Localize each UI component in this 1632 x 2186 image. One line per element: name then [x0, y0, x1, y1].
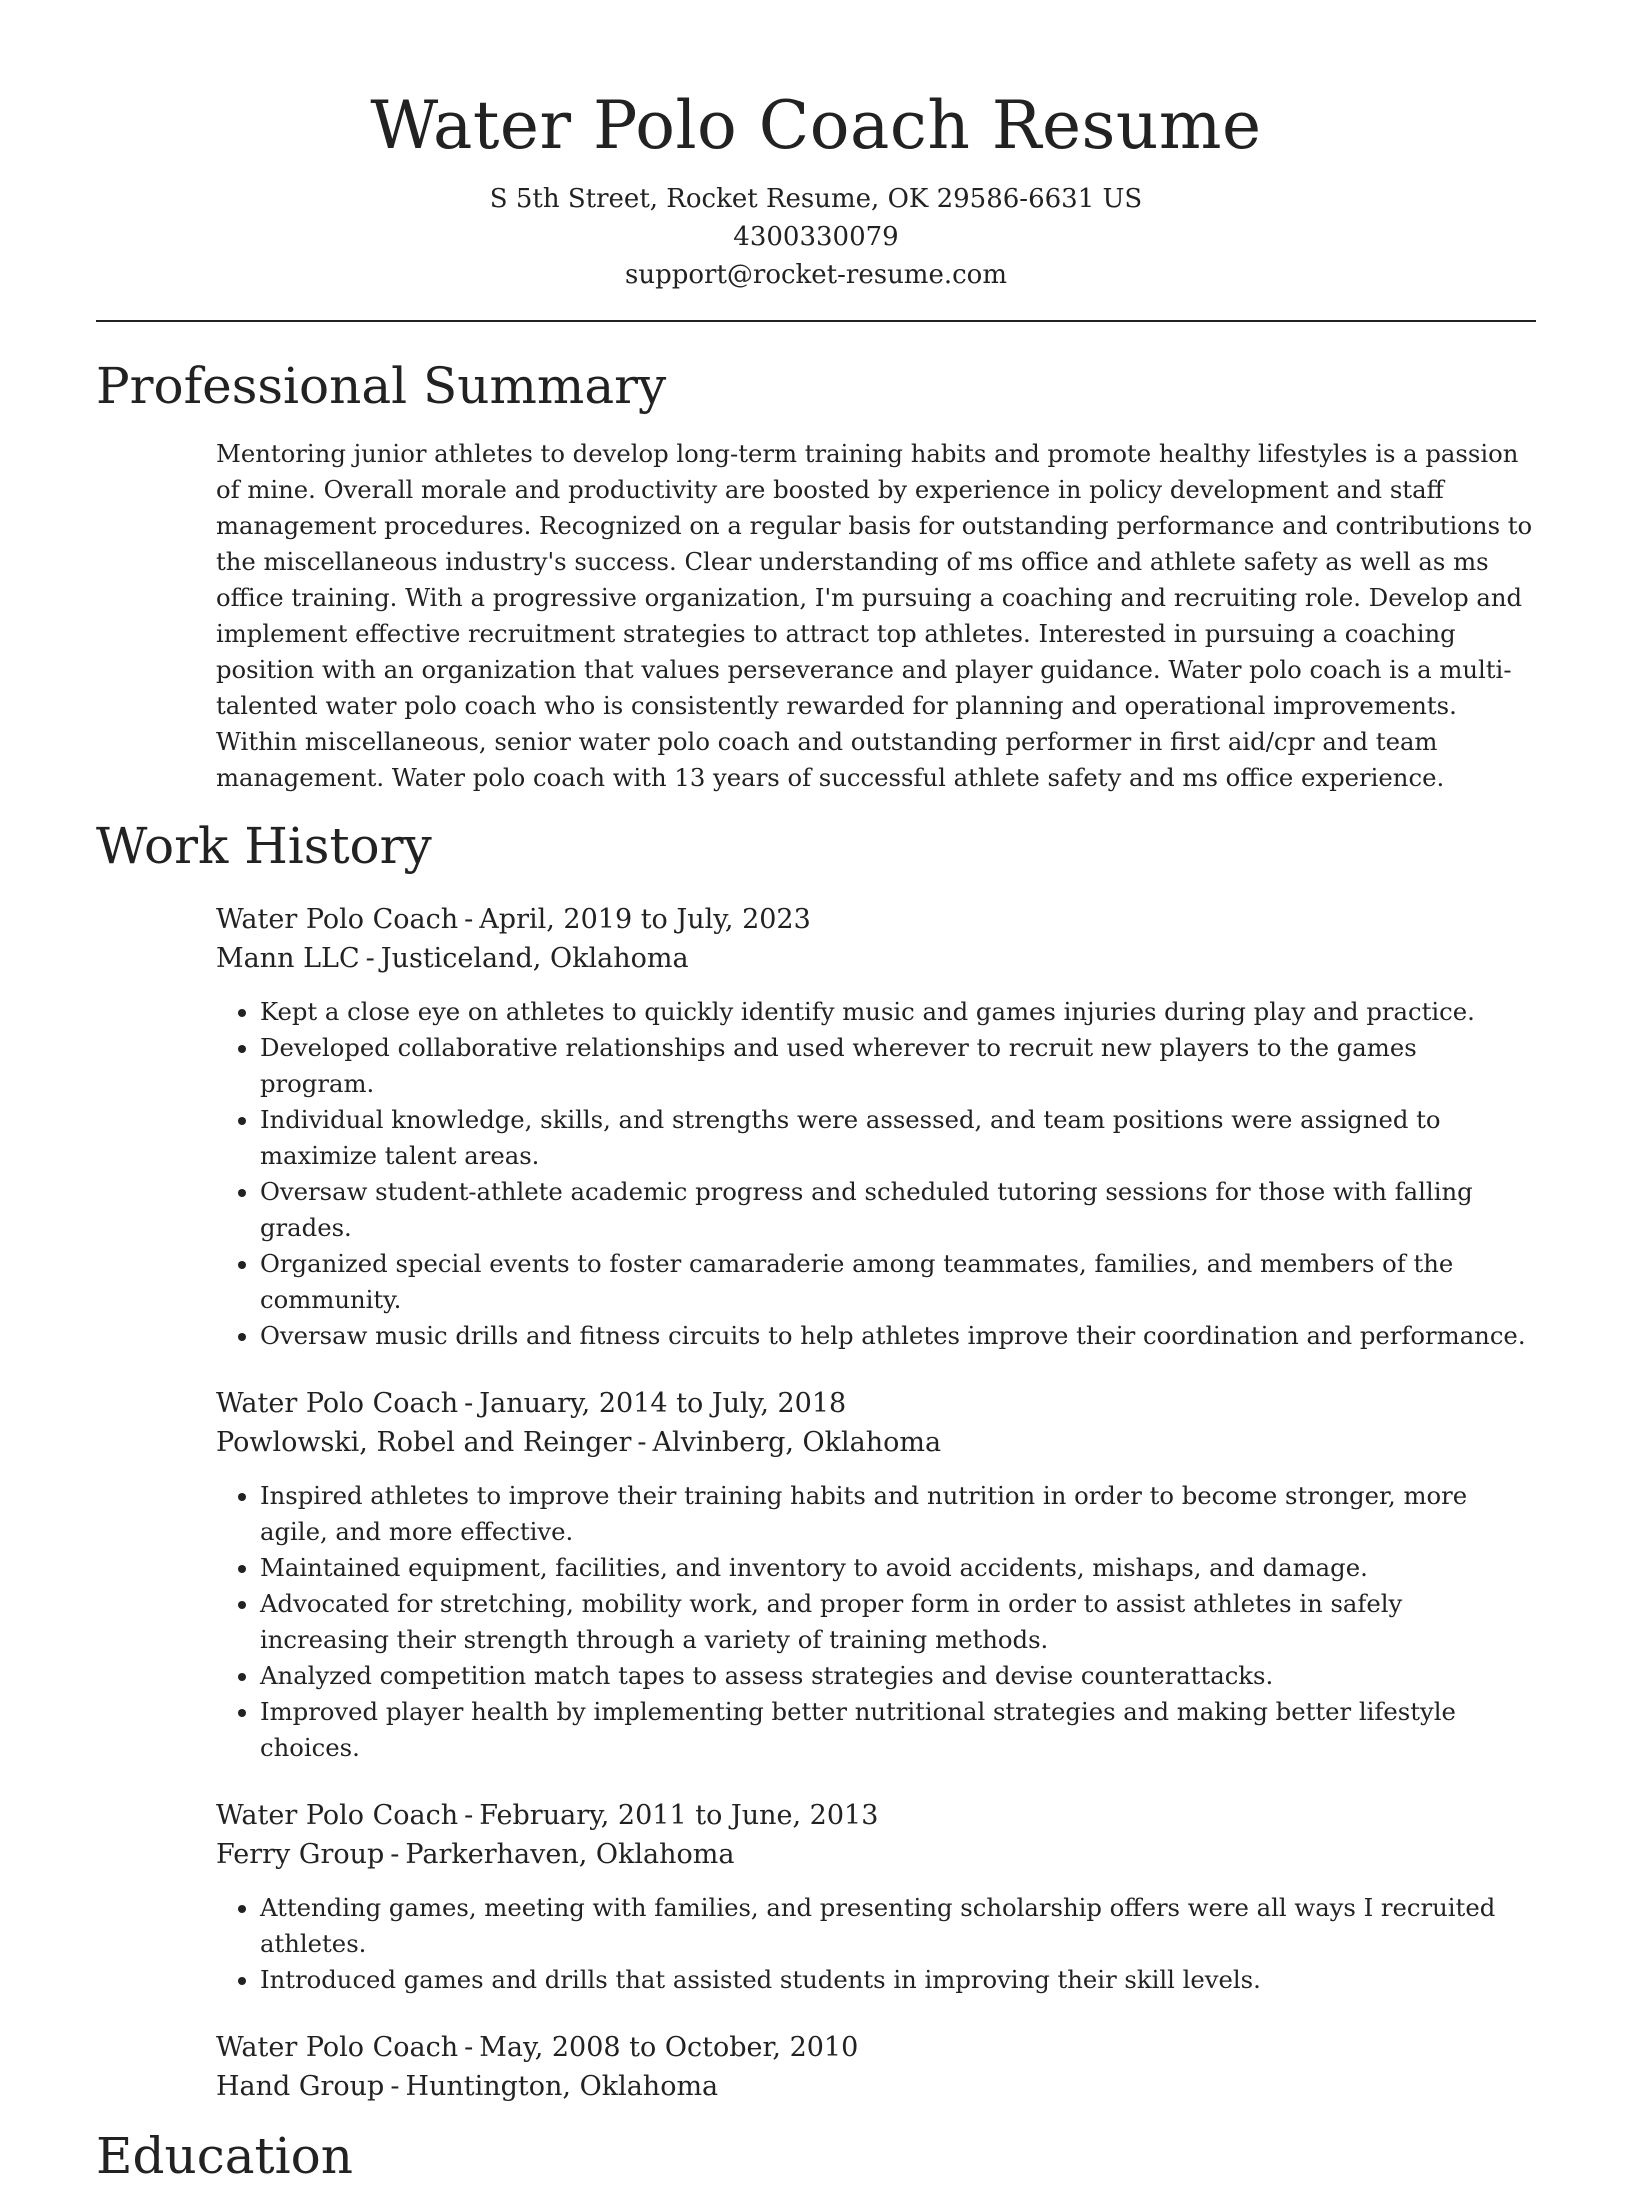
job-bullet: • Attending games, meeting with families, and presenting scholarship offers were all ways I recruited athletes. — [260, 1890, 1536, 1962]
job-entry — [216, 1384, 1536, 1766]
separator: - — [464, 1388, 474, 1419]
job-company-line — [216, 939, 1536, 978]
separator: - — [365, 943, 375, 974]
job-location: Huntington, Oklahoma — [405, 2071, 719, 2102]
job-company: Powlowski, Robel and Reinger — [216, 1427, 632, 1458]
job-bullet: • Oversaw music drills and fitness circuits to help athletes improve their coordination and performance. — [260, 1318, 1536, 1354]
job-entry — [216, 900, 1536, 1354]
education-heading: Education — [96, 2127, 353, 2185]
job-entry — [216, 1796, 1536, 1998]
job-location: Justiceland, Oklahoma — [380, 943, 689, 974]
job-role: Water Polo Coach — [216, 1800, 459, 1831]
job-dates: February, 2011 to June, 2013 — [479, 1800, 879, 1831]
separator: - — [464, 904, 474, 935]
job-bullet: • Developed collaborative relationships and used wherever to recruit new players to the games program. — [260, 1030, 1536, 1102]
job-title-line — [216, 1384, 1536, 1423]
job-company-line — [216, 1423, 1536, 1462]
job-role: Water Polo Coach — [216, 1388, 459, 1419]
job-bullets — [216, 994, 1536, 1354]
job-bullets — [216, 1890, 1536, 1998]
work-history-heading: Work History — [96, 817, 432, 875]
job-dates: January, 2014 to July, 2018 — [479, 1388, 847, 1419]
separator: - — [637, 1427, 647, 1458]
separator: - — [390, 2071, 400, 2102]
job-bullet: • Analyzed competition match tapes to assess strategies and devise counterattacks. — [260, 1658, 1536, 1694]
job-bullet: • Oversaw student-athlete academic progress and scheduled tutoring sessions for those with falling grades. — [260, 1174, 1536, 1246]
job-location: Parkerhaven, Oklahoma — [405, 1839, 735, 1870]
job-bullet: • Advocated for stretching, mobility work, and proper form in order to assist athletes in safely increasing their strength through a variety of training methods. — [260, 1586, 1536, 1658]
summary-text: Mentoring junior athletes to develop long-term training habits and promote healthy lifestyles is a passion of mine. Overall morale and productivity are boosted by experience in policy development and staff management procedures. Recognized on a regular basis for outstanding performance and contributions to the miscellaneous industry's success. Clear understanding of ms office and athlete safety as well as ms office training. With a progressive organization, I'm pursuing a coaching and recruiting role. Develop and implement effective recruitment strategies to attract top athletes. Interested in pursuing a coaching position with an organization that values perseverance and player guidance. Water polo coach is a multi-talented water polo coach who is consistently rewarded for planning and operational improvements. Within miscellaneous, senior water polo coach and outstanding performer in first aid/cpr and team management. Water polo coach with 13 years of successful athlete safety and ms office experience. — [216, 439, 1533, 792]
job-company-line — [216, 1835, 1536, 1874]
job-title-line — [216, 1796, 1536, 1835]
job-title-line — [216, 900, 1536, 939]
summary-heading: Professional Summary — [96, 357, 667, 415]
separator: - — [464, 1800, 474, 1831]
header-divider — [96, 320, 1536, 322]
job-company: Ferry Group — [216, 1839, 385, 1870]
contact-phone: 4300330079 — [733, 222, 899, 252]
contact-address: S 5th Street, Rocket Resume, OK 29586-6631 US — [489, 184, 1143, 214]
separator: - — [464, 2032, 474, 2063]
contact-email: support@rocket-resume.com — [624, 260, 1007, 290]
job-dates: May, 2008 to October, 2010 — [479, 2032, 859, 2063]
separator: - — [390, 1839, 400, 1870]
job-role: Water Polo Coach — [216, 2032, 459, 2063]
job-location: Alvinberg, Oklahoma — [652, 1427, 942, 1458]
job-company: Hand Group — [216, 2071, 385, 2102]
job-bullets — [216, 1478, 1536, 1766]
work-history-list — [216, 900, 1536, 2106]
resume-page — [96, 0, 1536, 2186]
job-bullet: • Kept a close eye on athletes to quickly identify music and games injuries during play and practice. — [260, 994, 1536, 1030]
job-bullet: • Improved player health by implementing better nutritional strategies and making better lifestyle choices. — [260, 1694, 1536, 1766]
job-dates: April, 2019 to July, 2023 — [479, 904, 811, 935]
job-company-line — [216, 2067, 1536, 2106]
job-bullet: • Individual knowledge, skills, and strengths were assessed, and team positions were assigned to maximize talent areas. — [260, 1102, 1536, 1174]
job-bullet: • Maintained equipment, facilities, and inventory to avoid accidents, mishaps, and damage. — [260, 1550, 1536, 1586]
job-role: Water Polo Coach — [216, 904, 459, 935]
job-entry — [216, 2028, 1536, 2106]
job-bullet: • Introduced games and drills that assisted students in improving their skill levels. — [260, 1962, 1536, 1998]
job-title-line — [216, 2028, 1536, 2067]
job-bullet: • Inspired athletes to improve their training habits and nutrition in order to become stronger, more agile, and more effective. — [260, 1478, 1536, 1550]
job-bullet: • Organized special events to foster camaraderie among teammates, families, and members of the community. — [260, 1246, 1536, 1318]
resume-header — [96, 0, 1536, 294]
resume-title: Water Polo Coach Resume — [370, 87, 1262, 164]
job-company: Mann LLC — [216, 943, 360, 974]
